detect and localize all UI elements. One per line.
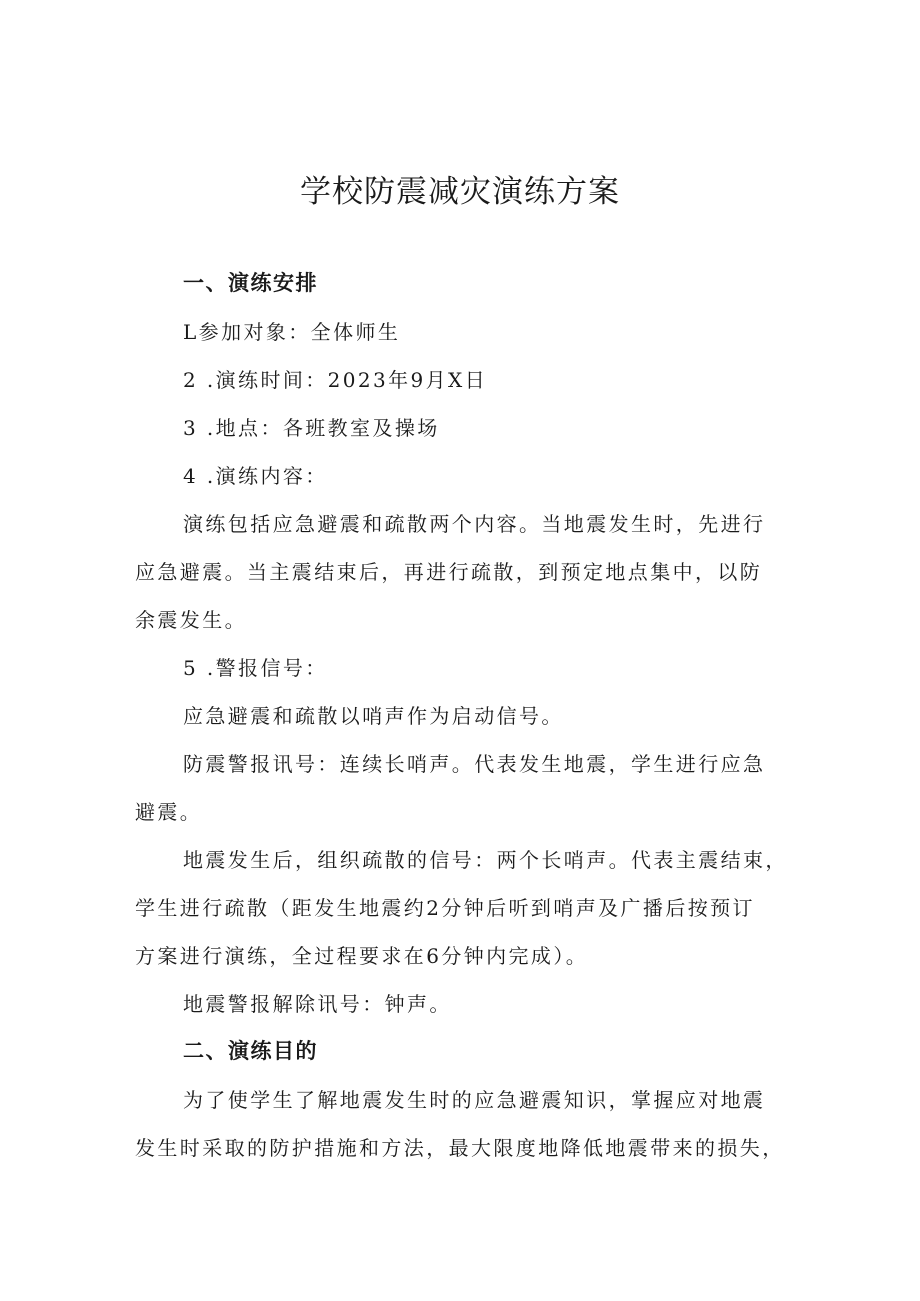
paragraph-line: 应急避震和疏散以哨声作为启动信号。 xyxy=(183,704,564,728)
paragraph-line: 应急避震。当主震结束后，再进行疏散，到预定地点集中，以防 xyxy=(135,560,763,584)
item-drill-time: 2 .演练时间：2023年9月X日 xyxy=(183,368,488,392)
paragraph-line: 演练包括应急避震和疏散两个内容。当地震发生时，先进行 xyxy=(183,512,766,536)
paragraph-line: 发生时采取的防护措施和方法，最大限度地降低地震带来的损失， xyxy=(135,1136,785,1160)
item-alarm-signal: 5 .警报信号： xyxy=(183,656,328,680)
item-participants: L参加对象：全体师生 xyxy=(183,320,401,344)
item-drill-content: 4 .演练内容： xyxy=(183,464,328,488)
paragraph-line: 地震发生后，组织疏散的信号：两个长哨声。代表主震结束， xyxy=(183,848,788,872)
document-title: 学校防震减灾演练方案 xyxy=(300,174,620,210)
paragraph-line: 避震。 xyxy=(135,800,203,824)
item-location: 3 .地点：各班教室及操场 xyxy=(183,416,440,440)
paragraph-line: 为了使学生了解地震发生时的应急避震知识，掌握应对地震 xyxy=(183,1088,766,1112)
paragraph-line: 防震警报讯号：连续长哨声。代表发生地震，学生进行应急 xyxy=(183,752,766,776)
paragraph-line: 学生进行疏散（距发生地震约2分钟后听到哨声及广播后按预订 xyxy=(135,896,755,920)
paragraph-line: 余震发生。 xyxy=(135,608,247,632)
section-heading-arrangement: 一、演练安排 xyxy=(183,271,318,295)
section-heading-purpose: 二、演练目的 xyxy=(183,1039,318,1063)
paragraph-line: 地震警报解除讯号：钟声。 xyxy=(183,992,452,1016)
paragraph-line: 方案进行演练，全过程要求在6分钟内完成）。 xyxy=(135,944,589,968)
